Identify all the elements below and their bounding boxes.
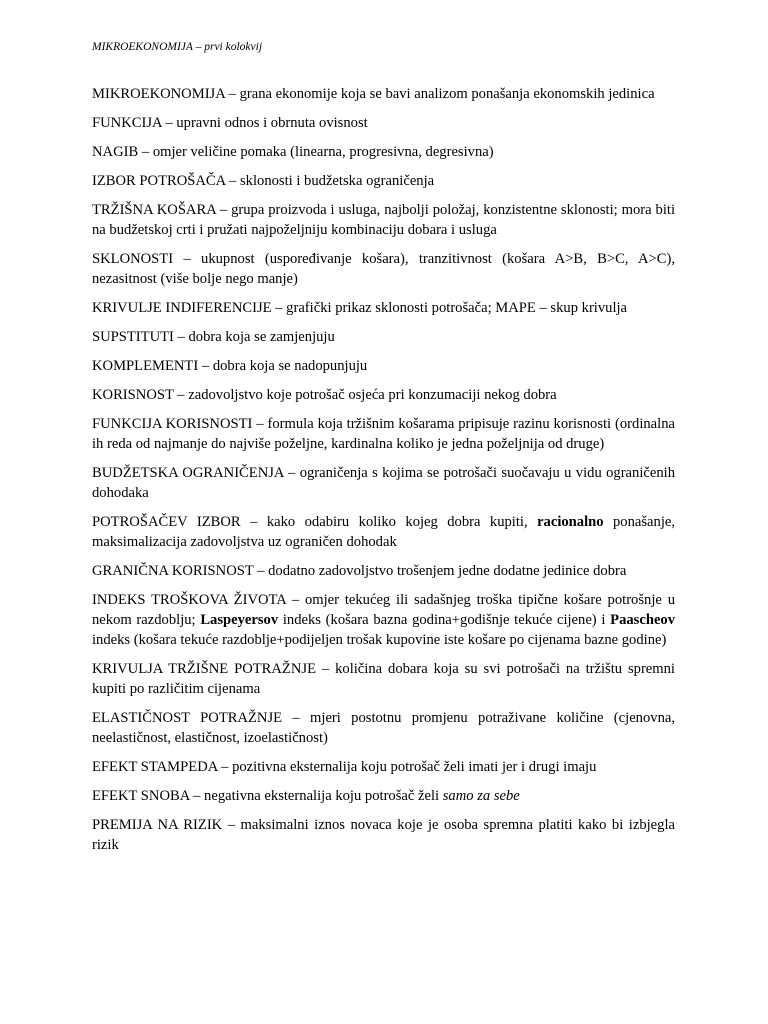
- running-header: MIKROEKONOMIJA – prvi kolokvij: [92, 41, 263, 53]
- definition-text: – dobra koja se nadopunjuju: [198, 358, 368, 374]
- definition-text: ponašanje, maksimalizacija zadovoljstva uz ograničen dohodak: [92, 514, 676, 550]
- definition-text: – maksimalni iznos novaca koje je osoba spremna platiti kako bi izbjegla rizik: [92, 817, 675, 853]
- definition-text: – grafički prikaz sklonosti potrošača; MAPE – skup krivulja: [271, 300, 628, 316]
- glossary-entry: [92, 414, 675, 454]
- glossary-term: KRIVULJE INDIFERENCIJE: [92, 300, 272, 316]
- definition-text: – dobra koja se zamjenjuju: [173, 329, 335, 345]
- definition-text: indeks (košara tekuće razdoblje+podijeljen trošak kupovine iste košare po cijenama bazne godine): [92, 632, 667, 648]
- glossary-term: POTROŠAČEV IZBOR: [92, 514, 241, 530]
- glossary-entry: [92, 298, 675, 318]
- glossary-entry: [92, 659, 675, 699]
- definition-text: – formula koja tržišnim košarama pripisuje razinu korisnosti (ordinalna ih reda od najmanje do najviše poželjne, kardinalna koliko je jedna poželjnija od druge): [92, 416, 675, 452]
- glossary-entry: [92, 815, 675, 855]
- definition-text: – dodatno zadovoljstvo trošenjem jedne dodatne jedinice dobra: [253, 563, 627, 579]
- glossary-entry: [92, 327, 675, 347]
- definition-text: – mjeri postotnu promjenu potraživane količine (cjenovna, neelastičnost, elastičnost, izoelastičnost): [92, 710, 675, 746]
- glossary-term: EFEKT STAMPEDA: [92, 759, 218, 775]
- definition-text: – omjer veličine pomaka (linearna, progresivna, degresivna): [138, 144, 494, 160]
- glossary-term: NAGIB: [92, 144, 139, 160]
- glossary-term: BUDŽETSKA OGRANIČENJA: [92, 465, 284, 481]
- glossary-term: KRIVULJA TRŽIŠNE POTRAŽNJE: [92, 661, 316, 677]
- glossary-entry: [92, 385, 675, 405]
- definition-text: – upravni odnos i obrnuta ovisnost: [161, 115, 368, 131]
- glossary-term: SKLONOSTI: [92, 251, 174, 267]
- italic-text: samo za sebe: [442, 788, 520, 804]
- glossary-term: INDEKS TROŠKOVA ŽIVOTA: [92, 592, 287, 608]
- glossary-entry: [92, 200, 675, 240]
- glossary-term: GRANIČNA KORISNOST: [92, 563, 254, 579]
- glossary-term: FUNKCIJA: [92, 115, 162, 131]
- emphasized-text: racionalno: [537, 514, 604, 530]
- definition-text: – ograničenja s kojima se potrošači suočavaju u vidu ograničenih dohodaka: [92, 465, 675, 501]
- glossary-entry: [92, 708, 675, 748]
- emphasized-text: Laspeyersov: [200, 612, 279, 628]
- glossary-entry: [92, 113, 675, 133]
- glossary-entry: [92, 249, 675, 289]
- definition-text: – količina dobara koja su svi potrošači na tržištu spremni kupiti po različitim cijenama: [92, 661, 675, 697]
- glossary-term: KOMPLEMENTI: [92, 358, 199, 374]
- definition-text: – kako odabiru koliko kojeg dobra kupiti,: [240, 514, 538, 530]
- glossary-entry: [92, 356, 675, 376]
- glossary-entry: [92, 512, 675, 552]
- emphasized-text: Paascheov: [610, 612, 676, 628]
- glossary-entry: [92, 171, 675, 191]
- glossary-entry: [92, 142, 675, 162]
- glossary-term: EFEKT SNOBA: [92, 788, 190, 804]
- glossary-entry: [92, 757, 675, 777]
- glossary-term: SUPSTITUTI: [92, 329, 174, 345]
- glossary-entry: [92, 84, 675, 104]
- glossary-term: TRŽIŠNA KOŠARA: [92, 202, 216, 218]
- definition-text: – pozitivna eksternalija koju potrošač želi imati jer i drugi imaju: [217, 759, 597, 775]
- glossary-term: FUNKCIJA KORISNOSTI: [92, 416, 253, 432]
- definition-text: – omjer tekućeg ili sadašnjeg troška tipične košare potrošnje u nekom razdoblju;: [92, 592, 675, 628]
- definition-text: – ukupnost (uspoređivanje košara), tranzitivnost (košara A>B, B>C, A>C), nezasitnost (više bolje nego manje): [92, 251, 675, 287]
- definition-text: – negativna eksternalija koju potrošač želi: [189, 788, 443, 804]
- glossary-entry: [92, 786, 675, 806]
- definition-text: – grupa proizvoda i usluga, najbolji položaj, konzistentne sklonosti; mora biti na budžetskoj crti i pružati najpoželjniju kombinaciju dobara i usluga: [92, 202, 675, 238]
- definition-text: – sklonosti i budžetska ograničenja: [225, 173, 435, 189]
- glossary-term: PREMIJA NA RIZIK: [92, 817, 223, 833]
- definition-text: indeks (košara bazna godina+godišnje tekuće cijene) i: [278, 612, 611, 628]
- glossary-term: ELASTIČNOST POTRAŽNJE: [92, 710, 283, 726]
- glossary-term: KORISNOST: [92, 387, 174, 403]
- definition-text: – grana ekonomije koja se bavi analizom ponašanja ekonomskih jedinica: [224, 86, 655, 102]
- glossary-entry: [92, 463, 675, 503]
- glossary-term: MIKROEKONOMIJA: [92, 86, 225, 102]
- glossary-entry: [92, 590, 675, 650]
- glossary-entry: [92, 561, 675, 581]
- glossary-list: [92, 84, 675, 864]
- definition-text: – zadovoljstvo koje potrošač osjeća pri konzumaciji nekog dobra: [173, 387, 557, 403]
- glossary-term: IZBOR POTROŠAČA: [92, 173, 226, 189]
